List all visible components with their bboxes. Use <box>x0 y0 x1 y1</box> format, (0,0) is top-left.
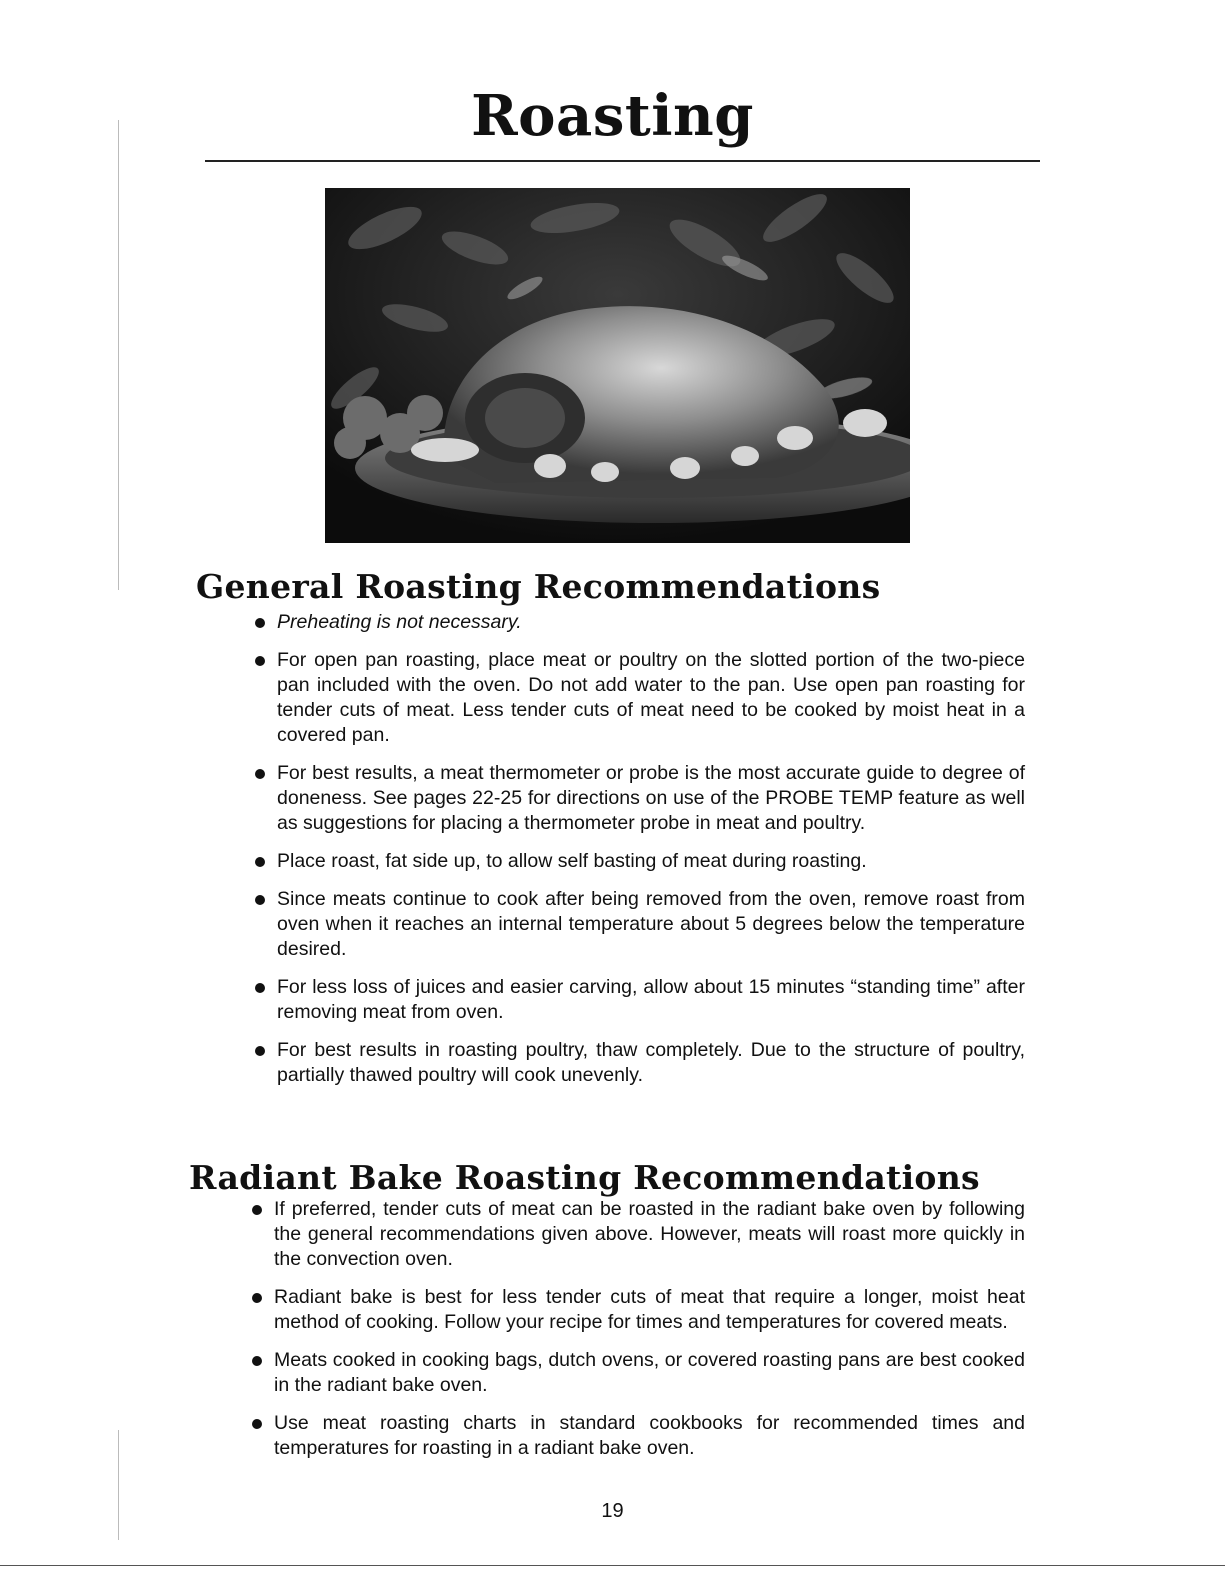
bullet-icon <box>255 656 265 666</box>
bullet-icon <box>255 983 265 993</box>
title-rule <box>205 160 1040 162</box>
list-item: Use meat roasting charts in standard cookbooks for recommended times and temperatures for roasting in a radiant bake oven. <box>250 1411 1025 1461</box>
bullet-icon <box>255 618 265 628</box>
scan-edge-line <box>118 120 119 590</box>
radiant-recommendations-list <box>250 1197 1025 1474</box>
bullet-icon <box>255 769 265 779</box>
list-item: Preheating is not necessary. <box>253 610 1025 635</box>
page-title: Roasting <box>471 83 754 149</box>
list-item: Since meats continue to cook after being removed from the oven, remove roast from oven when it reaches an internal temperature about 5 degrees below the temperature desired. <box>253 887 1025 962</box>
roast-meat-photo <box>325 188 910 543</box>
list-item: If preferred, tender cuts of meat can be roasted in the radiant bake oven by following the general recommendations given above. However, meats will roast more quickly in the convection oven. <box>250 1197 1025 1272</box>
general-recommendations-list <box>253 610 1025 1101</box>
bullet-icon <box>252 1205 262 1215</box>
list-item: For best results, a meat thermometer or probe is the most accurate guide to degree of doneness. See pages 22-25 for directions on use of the PROBE TEMP feature as well as suggestions for placing a thermometer probe in meat and poultry. <box>253 761 1025 836</box>
section-heading-radiant: Radiant Bake Roasting Recommendations <box>189 1158 980 1197</box>
scan-edge-line <box>118 1430 119 1540</box>
bullet-icon <box>252 1419 262 1429</box>
bullet-icon <box>252 1356 262 1366</box>
list-item: For less loss of juices and easier carving, allow about 15 minutes “standing time” after removing meat from oven. <box>253 975 1025 1025</box>
bullet-icon <box>255 857 265 867</box>
list-item: For best results in roasting poultry, thaw completely. Due to the structure of poultry, partially thawed poultry will cook unevenly. <box>253 1038 1025 1088</box>
list-item: Place roast, fat side up, to allow self basting of meat during roasting. <box>253 849 1025 874</box>
list-item: Radiant bake is best for less tender cuts of meat that require a longer, moist heat method of cooking. Follow your recipe for times and temperatures for covered meats. <box>250 1285 1025 1335</box>
list-item: Meats cooked in cooking bags, dutch ovens, or covered roasting pans are best cooked in the radiant bake oven. <box>250 1348 1025 1398</box>
section-heading-general: General Roasting Recommendations <box>196 567 881 606</box>
bullet-icon <box>252 1293 262 1303</box>
bullet-icon <box>255 1046 265 1056</box>
bullet-icon <box>255 895 265 905</box>
page-bottom-edge <box>0 1565 1225 1566</box>
page-number: 19 <box>601 1500 624 1522</box>
list-item: For open pan roasting, place meat or poultry on the slotted portion of the two-piece pan included with the oven. Do not add water to the pan. Use open pan roasting for tender cuts of meat. Less tender cuts of meat need to be cooked by moist heat in a covered pan. <box>253 648 1025 748</box>
